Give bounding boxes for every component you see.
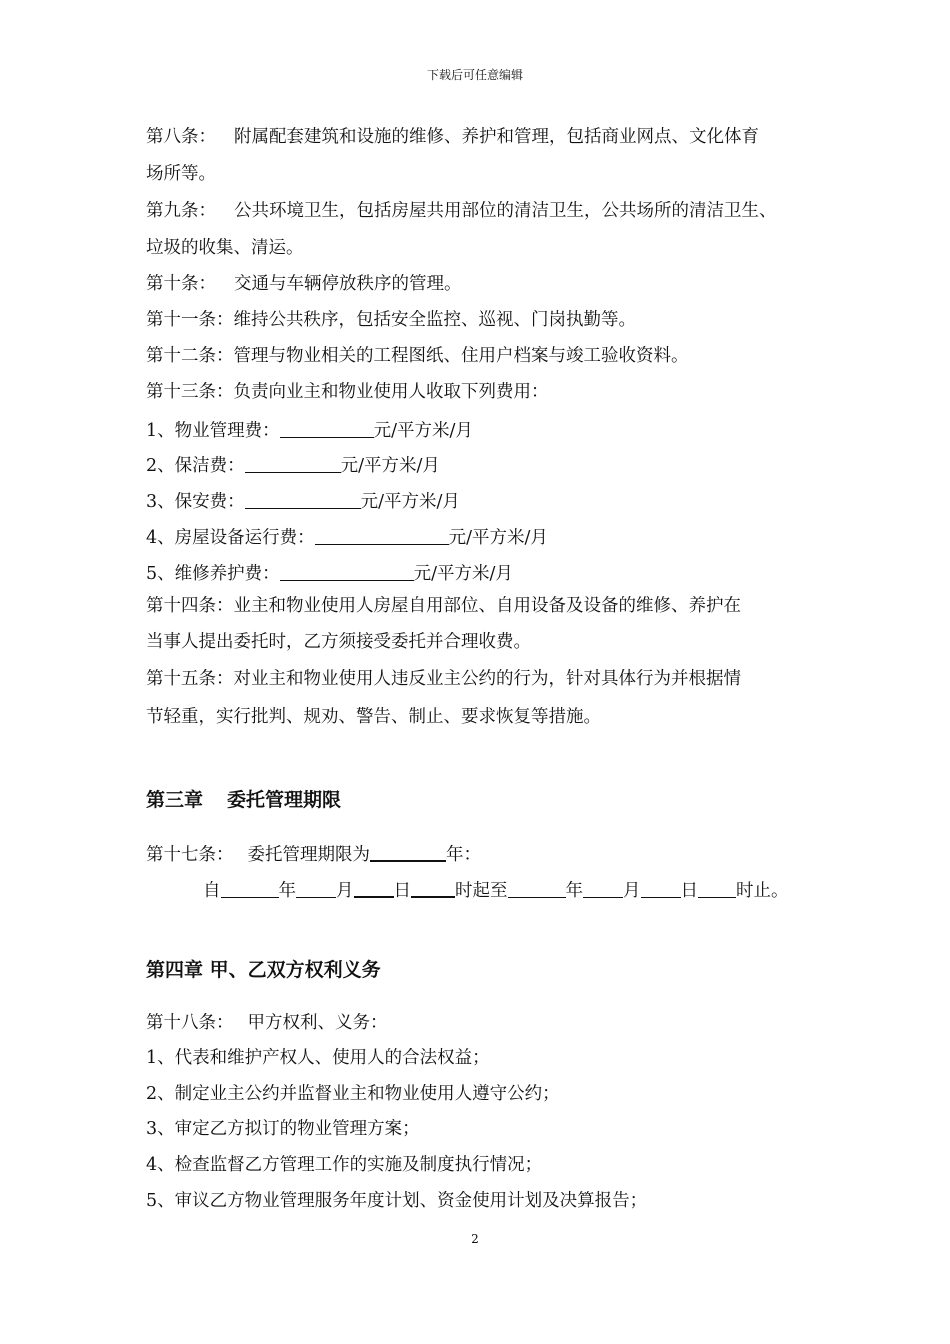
fee-item	[146, 527, 548, 548]
article-11: 第十一条：维持公共秩序，包括安全监控、巡视、门岗执勤等。	[146, 310, 636, 330]
end-year-blank[interactable]	[508, 880, 566, 898]
article-14: 第十四条：业主和物业使用人房屋自用部位、自用设备及设备的维修、养护在	[146, 596, 741, 616]
period-from: 自	[203, 881, 221, 901]
article-8-label: 第八条：	[146, 127, 216, 147]
fee-label: 5、维修养护费：	[146, 564, 280, 584]
fee-unit: 元/平方米/月	[373, 421, 473, 441]
article-18-text: 甲方权利、义务：	[247, 1013, 388, 1033]
start-day-blank[interactable]	[354, 879, 394, 898]
fee-label: 4、房屋设备运行费：	[146, 528, 315, 548]
period-year: 年	[278, 881, 296, 901]
period-day: 日	[393, 881, 411, 901]
duty-item: 5、审议乙方物业管理服务年度计划、资金使用计划及决算报告；	[146, 1191, 648, 1211]
article-9	[146, 203, 777, 221]
fee-item	[146, 455, 440, 476]
duty-item: 2、制定业主公约并监督业主和物业使用人遵守公约；	[146, 1084, 560, 1104]
article-8-cont: 场所等。	[146, 164, 216, 184]
period-year: 年	[565, 881, 583, 901]
article-10-label: 第十条：	[146, 274, 216, 294]
chapter-4-heading: 第四章 甲、乙双方权利义务	[146, 959, 381, 981]
article-15: 第十五条：对业主和物业使用人违反业主公约的行为，针对具体行为并根据情	[146, 669, 741, 689]
article-9-cont: 垃圾的收集、清运。	[146, 238, 304, 258]
article-8-text: 附属配套建筑和设施的维修、养护和管理，包括商业网点、文化体育	[234, 127, 759, 147]
article-15-cont: 节轻重，实行批判、规劝、警告、制止、要求恢复等措施。	[146, 707, 601, 727]
chapter-3-title: 委托管理期限	[227, 789, 342, 811]
period-end: 时止。	[736, 881, 789, 901]
duty-item: 1、代表和维护产权人、使用人的合法权益；	[146, 1048, 490, 1068]
start-hour-blank[interactable]	[411, 879, 455, 898]
period-month: 月	[336, 881, 354, 901]
article-13: 第十三条：负责向业主和物业使用人收取下列费用：	[146, 382, 549, 402]
period-line	[203, 879, 789, 901]
page-header: 下载后可任意编辑	[426, 68, 523, 82]
article-10-text: 交通与车辆停放秩序的管理。	[234, 274, 462, 294]
start-year-blank[interactable]	[221, 880, 279, 898]
fee-label: 2、保洁费：	[146, 456, 245, 476]
fee-unit: 元/平方米/月	[413, 564, 513, 584]
duty-item: 4、检查监督乙方管理工作的实施及制度执行情况；	[146, 1155, 543, 1175]
term-years-blank[interactable]	[370, 843, 446, 862]
article-9-label: 第九条：	[146, 201, 216, 221]
chapter-3-number: 第三章	[146, 789, 204, 811]
article-17-text: 委托管理期限为	[247, 845, 370, 865]
fee-item	[146, 420, 473, 441]
period-month: 月	[623, 881, 641, 901]
article-17-label: 第十七条：	[146, 845, 234, 865]
period-start: 时起至	[455, 881, 508, 901]
fee-blank[interactable]	[280, 420, 374, 438]
article-12: 第十二条：管理与物业相关的工程图纸、住用户档案与竣工验收资料。	[146, 346, 689, 366]
page-number: 2	[471, 1232, 479, 1246]
duty-item: 3、审定乙方拟订的物业管理方案；	[146, 1119, 420, 1139]
fee-unit: 元/平方米/月	[448, 528, 548, 548]
article-17-year: 年：	[446, 845, 481, 865]
fee-blank[interactable]	[245, 491, 361, 509]
chapter-3-heading	[146, 791, 341, 810]
article-17	[146, 843, 481, 865]
fee-label: 1、物业管理费：	[146, 421, 280, 441]
fee-item	[146, 563, 513, 584]
article-9-text: 公共环境卫生，包括房屋共用部位的清洁卫生，公共场所的清洁卫生、	[234, 201, 777, 221]
end-month-blank[interactable]	[583, 880, 623, 898]
article-18-label: 第十八条：	[146, 1013, 234, 1033]
fee-unit: 元/平方米/月	[360, 492, 460, 512]
article-10	[146, 276, 462, 294]
end-day-blank[interactable]	[641, 880, 681, 898]
fee-unit: 元/平方米/月	[340, 456, 440, 476]
fee-blank[interactable]	[315, 527, 449, 545]
fee-blank[interactable]	[245, 455, 341, 473]
end-hour-blank[interactable]	[698, 880, 736, 898]
fee-label: 3、保安费：	[146, 492, 245, 512]
article-14-cont: 当事人提出委托时，乙方须接受委托并合理收费。	[146, 632, 531, 652]
fee-item	[146, 491, 460, 512]
start-month-blank[interactable]	[296, 880, 336, 898]
period-day: 日	[680, 881, 698, 901]
article-8	[146, 129, 759, 147]
fee-blank[interactable]	[280, 563, 414, 581]
article-18	[146, 1015, 388, 1033]
